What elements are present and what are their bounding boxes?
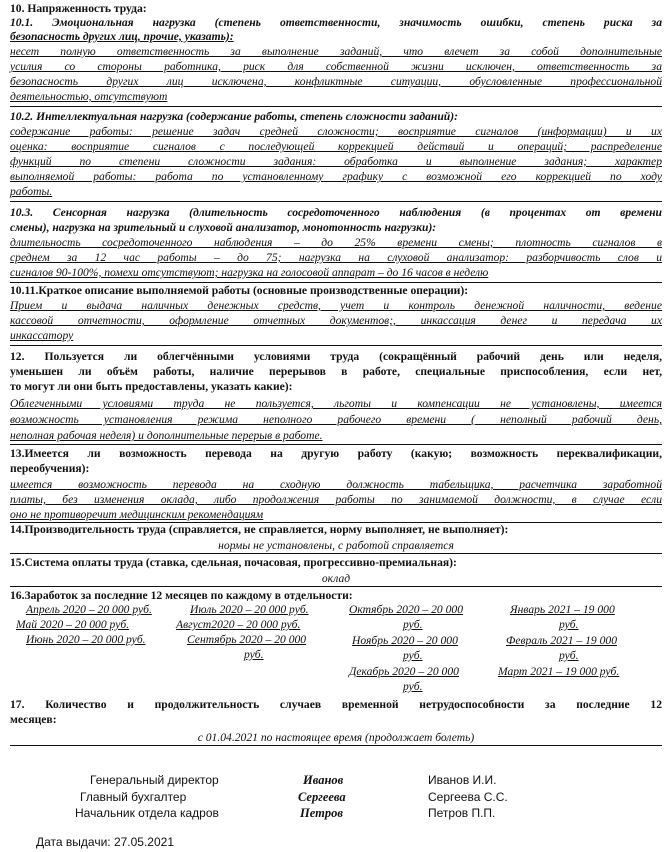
earnings-item: Апрель 2020 – 20 000 руб.	[26, 603, 152, 616]
earnings-item: руб.	[244, 648, 264, 661]
section-13-heading: переобучения):	[10, 462, 90, 475]
earnings-item: Октябрь 2020 – 20 000	[349, 603, 464, 616]
earnings-item: Февраль 2021 – 19 000	[506, 634, 617, 647]
section-10-3-text: сигналов 90-100%, помехи отсутствуют; нагрузка на голосовой аппарат – до 16 часов в неделю	[10, 266, 489, 279]
section-13-text: платы, без изменения оклада, либо продолжения работы по занимаемой должности, в случае если	[10, 493, 662, 506]
section-10-1-text: деятельностью, отсутствуют	[10, 90, 168, 103]
section-10-2-heading: 10.2. Интеллектуальная нагрузка (содержание работы, степень сложности заданий):	[10, 110, 458, 123]
earnings-item: руб.	[403, 618, 423, 631]
section-12-heading: 12. Пользуется ли облегчёнными условиями труда (сокращённый рабочий день или неделя,	[10, 350, 662, 363]
section-17-text: с 01.04.2021 по настоящее время (продолжает болеть)	[197, 731, 475, 744]
earnings-item: руб.	[403, 680, 423, 693]
section-10-3-text: среднем за 12 час работы – до 75; нагрузка на слуховой анализатор: разборчивость слов и	[10, 251, 662, 264]
section-10-2-text: работы.	[10, 185, 53, 198]
section-17-heading: 17. Количество и продолжительность случаев временной нетрудоспособности за последние 12	[10, 698, 662, 711]
section-11-text: Прием и выдача наличных денежных средств, учет и контроль денежной наличности, ведение	[10, 299, 662, 312]
section-10-title: 10. Напряженность труда:	[10, 2, 147, 15]
earnings-item: Декабрь 2020 – 20 000	[349, 665, 459, 678]
section-12-text: Облегченными условиями труда не пользуется, льготы и компенсации не установлены, имеется	[10, 397, 662, 410]
signatory-role: Генеральный директор	[90, 773, 219, 787]
divider	[10, 745, 662, 746]
section-10-1-heading: 10.1. Эмоциональная нагрузка (степень ответственности, значимость ошибки, степень риска за	[10, 16, 662, 29]
earnings-item: руб.	[559, 649, 579, 662]
divider	[10, 553, 662, 554]
section-10-2-text: оценка: восприятие сигналов с последующей коррекцией действий и операций; распределение	[10, 140, 662, 153]
section-10-2-text: выполняемой работы: работа по установленному графику с возможной его коррекцией по ходу	[10, 170, 662, 183]
signature-handwritten: Иванов	[303, 773, 344, 787]
section-13-text: имеется возможность перевода на сходную должность табельщика, расчетчика заработной	[10, 478, 662, 491]
signatory-role: Начальник отдела кадров	[75, 806, 219, 820]
divider	[10, 106, 662, 107]
earnings-item: Июль 2020 – 20 000 руб.	[190, 603, 309, 616]
section-10-2-text: функций по степени сложности задания: обработка и выполнение задания; характер	[10, 155, 662, 168]
section-10-2-text: содержание работы: решение задач средней сложности; восприятие сигналов (информации) и их	[10, 125, 662, 138]
divider	[10, 282, 662, 283]
signatory-name: Петров П.П.	[428, 806, 496, 820]
earnings-item: Ноябрь 2020 – 20 000	[352, 634, 458, 647]
earnings-item: Январь 2021 – 19 000	[510, 603, 615, 616]
section-10-3-text: длительность сосредоточенного наблюдения – до 25% времени смены; плотность сигналов в	[10, 236, 662, 249]
section-17-heading: месяцев:	[10, 713, 57, 726]
earnings-item: Август2020 – 20 000 руб.	[176, 618, 301, 631]
earnings-item: руб.	[559, 618, 579, 631]
divider	[10, 201, 662, 202]
section-10-1-text: несет полную ответственность за выполнение заданий, что влечет за собой дополнительные	[10, 45, 662, 58]
section-10-1-text: безопасность других лиц исключена, конфликтные ситуации, обусловленные профессиональной	[10, 75, 662, 88]
section-11-text: инкассатору	[10, 329, 74, 342]
divider	[10, 345, 662, 346]
section-10-1-heading: безопасность других лиц, прочие, указать):	[10, 30, 234, 43]
section-15-text: оклад	[321, 572, 351, 585]
signatory-name: Иванов И.И.	[428, 773, 497, 787]
section-11-heading: 10.11.Краткое описание выполняемой работы (основные производственные операции):	[10, 284, 469, 297]
signature-handwritten: Сергеева	[298, 790, 346, 804]
section-12-heading: уменьшен ли объём работы, наличие перерывов в работе, специальные приспособления, если нет,	[10, 365, 662, 378]
section-14-heading: 14.Производительность труда (справляется, не справляется, норму выполняет, не выполняет):	[10, 523, 509, 536]
section-13-heading: 13.Имеется ли возможность перевода на другую работу (какую; возможность переквалификации,	[10, 447, 662, 460]
divider	[10, 444, 662, 445]
section-16-heading: 16.Заработок за последние 12 месяцев по каждому в отдельности:	[10, 589, 353, 602]
earnings-item: руб.	[403, 649, 423, 662]
section-14-text: нормы не установлены, с работой справляется	[218, 539, 454, 552]
earnings-item: Май 2020 – 20 000 руб.	[16, 618, 130, 631]
section-12-text: неполная рабочая неделя) и дополнительные перерыв в работе.	[10, 429, 323, 442]
section-10-3-heading: смены), нагрузка на зрительный и слуховой анализатор, монотонность нагрузки):	[10, 221, 437, 234]
section-13-text: оно не противоречит медицинским рекомендациям	[10, 508, 264, 521]
issue-date: Дата выдачи: 27.05.2021	[36, 835, 174, 849]
divider	[10, 586, 662, 587]
section-10-1-text: усилия со стороны работника, риск для собственной жизни исключен, ответственность за	[10, 60, 662, 73]
section-10-3-heading: 10.3. Сенсорная нагрузка (длительность сосредоточенного наблюдения (в процентах от времени	[10, 206, 662, 219]
signatory-role: Главный бухгалтер	[80, 790, 187, 804]
signature-handwritten: Петров	[300, 806, 343, 820]
section-11-text: кассовой отчетности, оформление отчетных документов;, инкассация денег и передача их	[10, 314, 662, 327]
earnings-item: Сентябрь 2020 – 20 000	[187, 633, 307, 646]
section-15-heading: 15.Система оплаты труда (ставка, сдельная, почасовая, прогрессивно-премиальная):	[10, 556, 457, 569]
earnings-item: Июнь 2020 – 20 000 руб.	[26, 633, 146, 646]
section-12-heading: то могут ли они быть предоставлены, указать какие):	[10, 380, 293, 393]
signatory-name: Сергеева С.С.	[428, 790, 508, 804]
earnings-item: Март 2021 – 19 000 руб.	[498, 665, 620, 678]
section-12-text: возможность установления режима неполного рабочего времени ( неполный рабочий день,	[10, 413, 662, 426]
